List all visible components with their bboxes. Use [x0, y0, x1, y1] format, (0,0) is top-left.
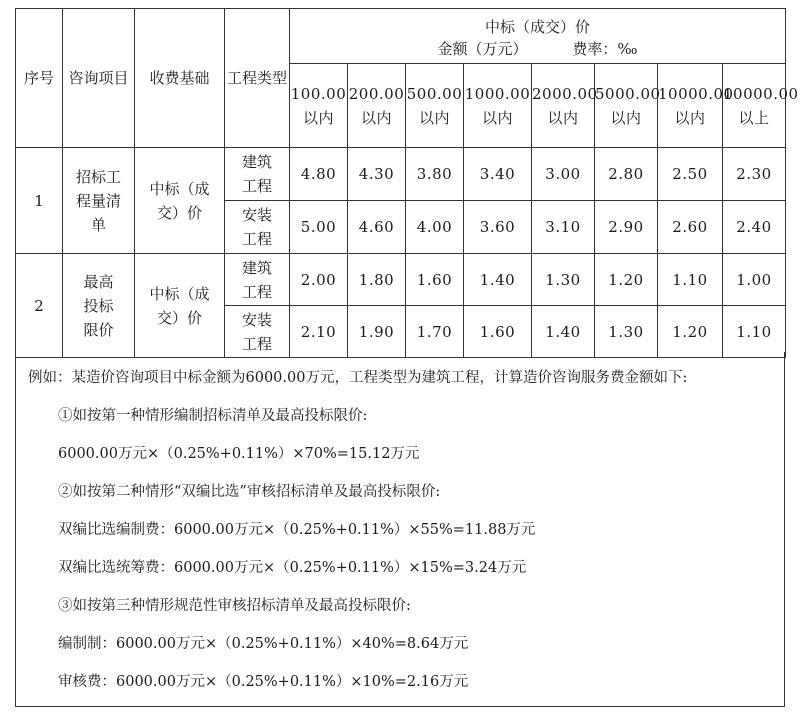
- case1-title: ①如按第一种情形编制招标清单及最高投标限价:: [58, 408, 368, 424]
- rate-cell: 1.30: [595, 306, 658, 358]
- rate-cell: 2.50: [658, 148, 723, 201]
- case3-calc-edit: 编制制：6000.00万元×（0.25%+0.11%）×40%=8.64万元: [58, 636, 469, 652]
- example-intro: 例如：某造价咨询项目中标金额为6000.00万元，工程类型为建筑工程，计算造价咨询服务费金额如下:: [28, 370, 688, 386]
- fee-rate-table: [15, 8, 799, 358]
- rate-cell: 1.40: [464, 254, 532, 306]
- rate-cell: 1.00: [723, 254, 786, 306]
- rate-cell: 1.70: [406, 306, 464, 358]
- rate-cell: 2.60: [658, 201, 723, 254]
- rate-cell: 1.80: [348, 254, 406, 306]
- case3-calc-review: 审核费：6000.00万元×（0.25%+0.11%）×10%=2.16万元: [58, 674, 469, 690]
- rate-cell: 3.10: [532, 201, 595, 254]
- engineering-type: 建筑工程: [225, 148, 290, 201]
- header-basis: 收费基础: [135, 9, 225, 148]
- group-number: 1: [16, 148, 63, 254]
- case1-calc: 6000.00万元×（0.25%+0.11%）×70%=15.12万元: [58, 446, 420, 462]
- rate-cell: 4.60: [348, 201, 406, 254]
- rate-cell: 1.40: [532, 306, 595, 358]
- bracket-header: 10000.00以内: [658, 64, 723, 148]
- rate-cell: 2.90: [595, 201, 658, 254]
- example-notes: [15, 352, 785, 707]
- bracket-header: 500.00以内: [406, 64, 464, 148]
- header-item: 咨询项目: [63, 9, 135, 148]
- rate-cell: 1.60: [464, 306, 532, 358]
- header-price-title: 中标（成交）价: [484, 18, 590, 36]
- case2-title: ②如按第二种情形“双编比选”审核招标清单及最高投标限价:: [58, 484, 441, 500]
- rate-cell: 2.10: [290, 306, 348, 358]
- bracket-header: 200.00以内: [348, 64, 406, 148]
- rate-cell: 3.00: [532, 148, 595, 201]
- bracket-header: 2000.00以内: [532, 64, 595, 148]
- rate-cell: 2.30: [723, 148, 786, 201]
- group-item: 最高投标限价: [63, 254, 135, 358]
- rate-cell: 1.60: [406, 254, 464, 306]
- rate-cell: 2.80: [595, 148, 658, 201]
- bracket-header: 5000.00以内: [595, 64, 658, 148]
- engineering-type: 建筑工程: [225, 254, 290, 306]
- rate-cell: 1.90: [348, 306, 406, 358]
- header-amount-unit: 金额（万元）: [437, 40, 528, 58]
- rate-cell: 1.20: [658, 306, 723, 358]
- group-number: 2: [16, 254, 63, 358]
- group-basis: 中标（成交）价: [135, 254, 225, 358]
- rate-cell: 2.00: [290, 254, 348, 306]
- header-rate-unit: 费率：‰: [572, 40, 638, 58]
- group-basis: 中标（成交）价: [135, 148, 225, 254]
- bracket-header: 10000.00以上: [723, 64, 786, 148]
- rate-cell: 3.40: [464, 148, 532, 201]
- header-type: 工程类型: [225, 9, 290, 148]
- engineering-type: 安装工程: [225, 201, 290, 254]
- rate-cell: 3.80: [406, 148, 464, 201]
- bracket-header: 100.00以内: [290, 64, 348, 148]
- rate-cell: 2.40: [723, 201, 786, 254]
- rate-cell: 5.00: [290, 201, 348, 254]
- group-item: 招标工程量清单: [63, 148, 135, 254]
- rate-cell: 4.00: [406, 201, 464, 254]
- header-price-group: [290, 9, 786, 64]
- engineering-type: 安装工程: [225, 306, 290, 358]
- rate-cell: 1.30: [532, 254, 595, 306]
- rate-cell: 1.20: [595, 254, 658, 306]
- header-seq: 序号: [16, 9, 63, 148]
- rate-cell: 3.60: [464, 201, 532, 254]
- rate-cell: 1.10: [658, 254, 723, 306]
- rate-cell: 4.80: [290, 148, 348, 201]
- rate-cell: 1.10: [723, 306, 786, 358]
- case2-calc-coord: 双编比选统筹费：6000.00万元×（0.25%+0.11%）×15%=3.24万元: [58, 560, 527, 576]
- rate-cell: 4.30: [348, 148, 406, 201]
- bracket-header: 1000.00以内: [464, 64, 532, 148]
- case2-calc-edit: 双编比选编制费：6000.00万元×（0.25%+0.11%）×55%=11.88万元: [58, 522, 536, 538]
- case3-title: ③如按第三种情形规范性审核招标清单及最高投标限价:: [58, 598, 411, 614]
